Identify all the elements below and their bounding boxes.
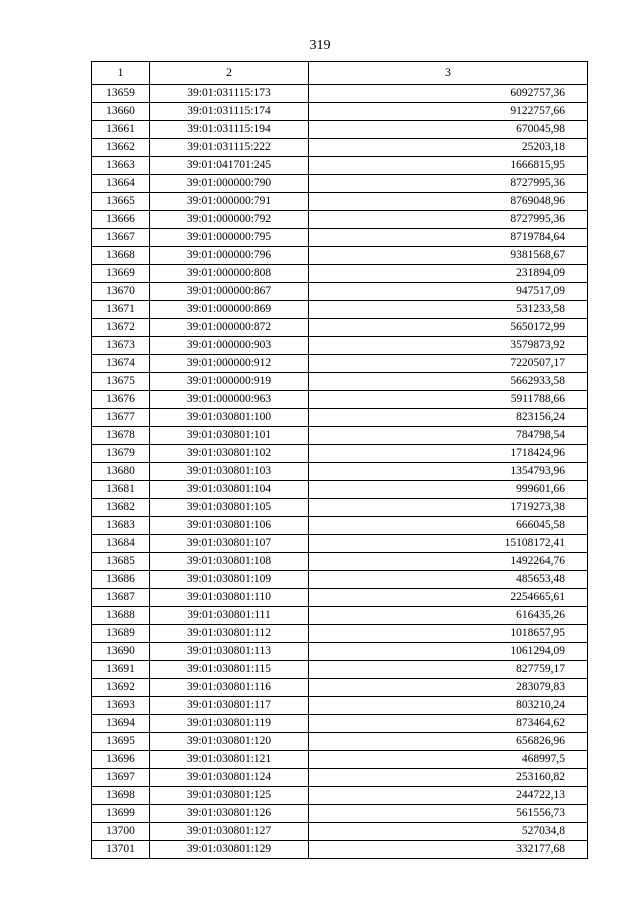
value-cell: 531233,58 <box>309 301 588 319</box>
row-number-cell: 13699 <box>92 805 150 823</box>
row-number-cell: 13684 <box>92 535 150 553</box>
cadastral-number-cell: 39:01:030801:115 <box>150 661 309 679</box>
row-number-cell: 13692 <box>92 679 150 697</box>
row-number-cell: 13668 <box>92 247 150 265</box>
cadastral-number-cell: 39:01:030801:111 <box>150 607 309 625</box>
cadastral-number-cell: 39:01:030801:103 <box>150 463 309 481</box>
cadastral-number-cell: 39:01:031115:194 <box>150 121 309 139</box>
value-cell: 3579873,92 <box>309 337 588 355</box>
row-number-cell: 13683 <box>92 517 150 535</box>
cadastral-number-cell: 39:01:030801:101 <box>150 427 309 445</box>
value-cell: 8719784,64 <box>309 229 588 247</box>
value-cell: 670045,98 <box>309 121 588 139</box>
cadastral-number-cell: 39:01:030801:104 <box>150 481 309 499</box>
row-number-cell: 13701 <box>92 841 150 859</box>
cadastral-number-cell: 39:01:030801:105 <box>150 499 309 517</box>
cadastral-number-cell: 39:01:000000:791 <box>150 193 309 211</box>
row-number-cell: 13680 <box>92 463 150 481</box>
value-cell: 231894,09 <box>309 265 588 283</box>
row-number-cell: 13696 <box>92 751 150 769</box>
column-header-1: 1 <box>92 62 150 85</box>
value-cell: 332177,68 <box>309 841 588 859</box>
table-row <box>92 211 588 229</box>
value-cell: 9381568,67 <box>309 247 588 265</box>
table-row <box>92 247 588 265</box>
cadastral-number-cell: 39:01:030801:127 <box>150 823 309 841</box>
row-number-cell: 13664 <box>92 175 150 193</box>
cadastral-number-cell: 39:01:000000:867 <box>150 283 309 301</box>
row-number-cell: 13660 <box>92 103 150 121</box>
cadastral-number-cell: 39:01:030801:112 <box>150 625 309 643</box>
table-row <box>92 697 588 715</box>
cadastral-number-cell: 39:01:030801:124 <box>150 769 309 787</box>
table-row <box>92 409 588 427</box>
row-number-cell: 13663 <box>92 157 150 175</box>
table-row <box>92 661 588 679</box>
row-number-cell: 13689 <box>92 625 150 643</box>
row-number-cell: 13667 <box>92 229 150 247</box>
table-row <box>92 229 588 247</box>
column-header-3: 3 <box>309 62 588 85</box>
table-row <box>92 355 588 373</box>
cadastral-number-cell: 39:01:000000:795 <box>150 229 309 247</box>
table-row <box>92 337 588 355</box>
table-row <box>92 499 588 517</box>
value-cell: 7220507,17 <box>309 355 588 373</box>
row-number-cell: 13675 <box>92 373 150 391</box>
row-number-cell: 13673 <box>92 337 150 355</box>
row-number-cell: 13697 <box>92 769 150 787</box>
cadastral-number-cell: 39:01:030801:106 <box>150 517 309 535</box>
table-row <box>92 607 588 625</box>
cadastral-number-cell: 39:01:000000:919 <box>150 373 309 391</box>
cadastral-number-cell: 39:01:031115:174 <box>150 103 309 121</box>
value-cell: 527034,8 <box>309 823 588 841</box>
value-cell: 283079,83 <box>309 679 588 697</box>
table-row <box>92 319 588 337</box>
value-cell: 5662933,58 <box>309 373 588 391</box>
row-number-cell: 13685 <box>92 553 150 571</box>
cadastral-number-cell: 39:01:030801:120 <box>150 733 309 751</box>
table-row <box>92 391 588 409</box>
row-number-cell: 13666 <box>92 211 150 229</box>
row-number-cell: 13659 <box>92 85 150 103</box>
value-cell: 5650172,99 <box>309 319 588 337</box>
cadastral-number-cell: 39:01:031115:222 <box>150 139 309 157</box>
cadastral-number-cell: 39:01:030801:129 <box>150 841 309 859</box>
value-cell: 253160,82 <box>309 769 588 787</box>
value-cell: 1719273,38 <box>309 499 588 517</box>
value-cell: 947517,09 <box>309 283 588 301</box>
table-row <box>92 643 588 661</box>
cadastral-number-cell: 39:01:000000:912 <box>150 355 309 373</box>
row-number-cell: 13688 <box>92 607 150 625</box>
value-cell: 468997,5 <box>309 751 588 769</box>
cadastral-number-cell: 39:01:030801:107 <box>150 535 309 553</box>
value-cell: 803210,24 <box>309 697 588 715</box>
cadastral-number-cell: 39:01:041701:245 <box>150 157 309 175</box>
table-body <box>92 85 588 859</box>
cadastral-number-cell: 39:01:030801:121 <box>150 751 309 769</box>
cadastral-number-cell: 39:01:030801:113 <box>150 643 309 661</box>
row-number-cell: 13671 <box>92 301 150 319</box>
cadastral-number-cell: 39:01:000000:872 <box>150 319 309 337</box>
cadastral-number-cell: 39:01:030801:125 <box>150 787 309 805</box>
row-number-cell: 13693 <box>92 697 150 715</box>
cadastral-number-cell: 39:01:000000:796 <box>150 247 309 265</box>
cadastral-number-cell: 39:01:031115:173 <box>150 85 309 103</box>
table-row <box>92 427 588 445</box>
value-cell: 873464,62 <box>309 715 588 733</box>
row-number-cell: 13678 <box>92 427 150 445</box>
value-cell: 666045,58 <box>309 517 588 535</box>
row-number-cell: 13674 <box>92 355 150 373</box>
table-row <box>92 769 588 787</box>
row-number-cell: 13694 <box>92 715 150 733</box>
table-row <box>92 175 588 193</box>
value-cell: 999601,66 <box>309 481 588 499</box>
table-row <box>92 751 588 769</box>
value-cell: 1718424,96 <box>309 445 588 463</box>
cadastral-number-cell: 39:01:030801:119 <box>150 715 309 733</box>
cadastral-value-table <box>91 61 588 859</box>
value-cell: 9122757,66 <box>309 103 588 121</box>
cadastral-number-cell: 39:01:030801:109 <box>150 571 309 589</box>
row-number-cell: 13665 <box>92 193 150 211</box>
value-cell: 1061294,09 <box>309 643 588 661</box>
row-number-cell: 13662 <box>92 139 150 157</box>
table-row <box>92 679 588 697</box>
value-cell: 1666815,95 <box>309 157 588 175</box>
cadastral-number-cell: 39:01:000000:792 <box>150 211 309 229</box>
table-row <box>92 589 588 607</box>
table-row <box>92 157 588 175</box>
value-cell: 2254665,61 <box>309 589 588 607</box>
row-number-cell: 13679 <box>92 445 150 463</box>
table-row <box>92 733 588 751</box>
table-row <box>92 85 588 103</box>
table-header <box>92 62 588 85</box>
row-number-cell: 13676 <box>92 391 150 409</box>
value-cell: 827759,17 <box>309 661 588 679</box>
value-cell: 25203,18 <box>309 139 588 157</box>
value-cell: 561556,73 <box>309 805 588 823</box>
cadastral-number-cell: 39:01:000000:790 <box>150 175 309 193</box>
cadastral-number-cell: 39:01:030801:110 <box>150 589 309 607</box>
table-row <box>92 373 588 391</box>
cadastral-number-cell: 39:01:000000:963 <box>150 391 309 409</box>
row-number-cell: 13691 <box>92 661 150 679</box>
table-row <box>92 445 588 463</box>
cadastral-number-cell: 39:01:030801:126 <box>150 805 309 823</box>
row-number-cell: 13700 <box>92 823 150 841</box>
table-row <box>92 103 588 121</box>
table-row <box>92 841 588 859</box>
row-number-cell: 13669 <box>92 265 150 283</box>
value-cell: 616435,26 <box>309 607 588 625</box>
row-number-cell: 13690 <box>92 643 150 661</box>
cadastral-number-cell: 39:01:030801:102 <box>150 445 309 463</box>
header-row <box>92 62 588 85</box>
value-cell: 5911788,66 <box>309 391 588 409</box>
row-number-cell: 13687 <box>92 589 150 607</box>
value-cell: 1018657,95 <box>309 625 588 643</box>
cadastral-number-cell: 39:01:030801:100 <box>150 409 309 427</box>
table-row <box>92 139 588 157</box>
cadastral-number-cell: 39:01:000000:903 <box>150 337 309 355</box>
row-number-cell: 13670 <box>92 283 150 301</box>
table-row <box>92 463 588 481</box>
row-number-cell: 13695 <box>92 733 150 751</box>
table-row <box>92 301 588 319</box>
row-number-cell: 13698 <box>92 787 150 805</box>
table-row <box>92 283 588 301</box>
page-number: 319 <box>309 38 331 53</box>
table-row <box>92 553 588 571</box>
value-cell: 15108172,41 <box>309 535 588 553</box>
value-cell: 8769048,96 <box>309 193 588 211</box>
table-row <box>92 481 588 499</box>
value-cell: 485653,48 <box>309 571 588 589</box>
cadastral-number-cell: 39:01:000000:869 <box>150 301 309 319</box>
row-number-cell: 13682 <box>92 499 150 517</box>
cadastral-number-cell: 39:01:030801:116 <box>150 679 309 697</box>
value-cell: 656826,96 <box>309 733 588 751</box>
value-cell: 244722,13 <box>309 787 588 805</box>
row-number-cell: 13672 <box>92 319 150 337</box>
table-row <box>92 805 588 823</box>
table-row <box>92 571 588 589</box>
table-row <box>92 535 588 553</box>
value-cell: 1354793,96 <box>309 463 588 481</box>
value-cell: 8727995,36 <box>309 211 588 229</box>
row-number-cell: 13681 <box>92 481 150 499</box>
table-row <box>92 517 588 535</box>
row-number-cell: 13686 <box>92 571 150 589</box>
value-cell: 1492264,76 <box>309 553 588 571</box>
cadastral-number-cell: 39:01:000000:808 <box>150 265 309 283</box>
table-row <box>92 715 588 733</box>
table-row <box>92 121 588 139</box>
value-cell: 8727995,36 <box>309 175 588 193</box>
value-cell: 6092757,36 <box>309 85 588 103</box>
table-row <box>92 823 588 841</box>
value-cell: 823156,24 <box>309 409 588 427</box>
table-row <box>92 787 588 805</box>
row-number-cell: 13677 <box>92 409 150 427</box>
table-row <box>92 625 588 643</box>
value-cell: 784798,54 <box>309 427 588 445</box>
table-row <box>92 265 588 283</box>
cadastral-number-cell: 39:01:030801:108 <box>150 553 309 571</box>
row-number-cell: 13661 <box>92 121 150 139</box>
table-row <box>92 193 588 211</box>
column-header-2: 2 <box>150 62 309 85</box>
cadastral-number-cell: 39:01:030801:117 <box>150 697 309 715</box>
